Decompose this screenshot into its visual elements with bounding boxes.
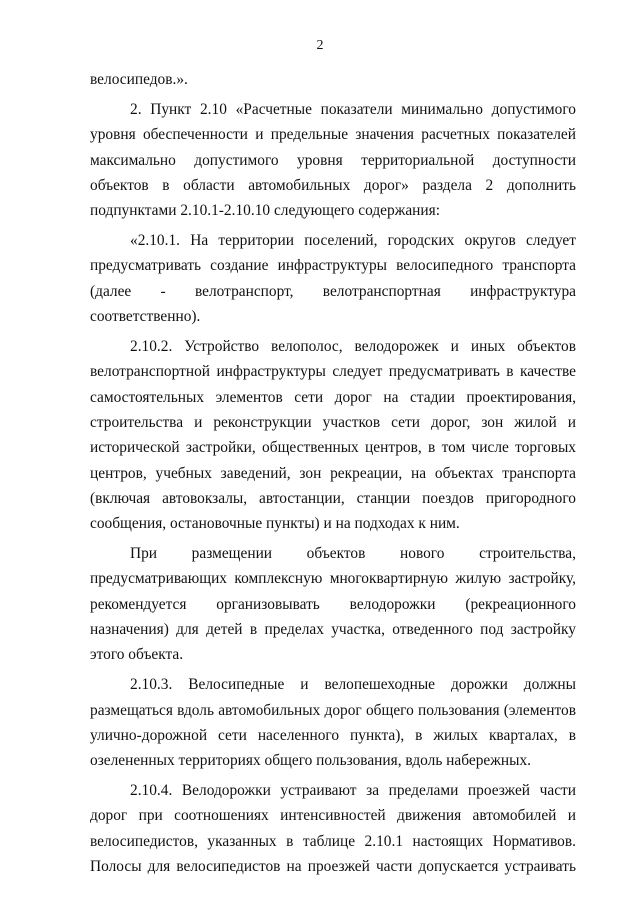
document-body bbox=[90, 67, 576, 879]
paragraph-2-10-4: 2.10.4. Велодорожки устраивают за пределами проезжей части дорог при соотношениях интенсивностей движения автомобилей и велосипедистов, указанных в таблице 2.10.1 настоящих Нормативов. Полосы для велосипедистов на проезжей части допускается устраивать bbox=[90, 782, 576, 876]
page-number: 2 bbox=[316, 38, 324, 53]
paragraph-continuation: велосипедов.». bbox=[90, 71, 188, 88]
paragraph-2-10-3: 2.10.3. Велосипедные и велопешеходные дорожки должны размещаться вдоль автомобильных дорог общего пользования (элементов улично-дорожной сети населенного пункта), в жилых кварталах, в озелененных территориях общего пользования, вдоль набережных. bbox=[90, 676, 576, 770]
paragraph-new-construction: При размещении объектов нового строительства, предусматривающих комплексную многоквартирную жилую застройку, рекомендуется организовывать велодорожки (рекреационного назначения) для детей в пределах участка, отведенного под застройку этого объекта. bbox=[90, 545, 576, 664]
paragraph-item-2: 2. Пункт 2.10 «Расчетные показатели минимально допустимого уровня обеспеченности и предельные значения расчетных показателей максимально допустимого уровня территориальной доступности объектов в области автомобильных дорог» раздела 2 дополнить подпунктами 2.10.1-2.10.10 следующего содержания: bbox=[90, 100, 576, 220]
paragraph-2-10-1: «2.10.1. На территории поселений, городских округов следует предусматривать создание инфраструктуры велосипедного транспорта (далее - велотранспорт, велотранспортная инфраструктура соответственно). bbox=[90, 232, 576, 326]
paragraph-2-10-2: 2.10.2. Устройство велополос, велодорожек и иных объектов велотранспортной инфраструктуры следует предусматривать в качестве самостоятельных элементов сети дорог на стадии проектирования, строительства и реконструкции участков сети дорог, зон жилой и исторической застройки, общественных центров, в том числе торговых центров, учебных заведений, зон рекреации, на объектах транспорта (включая автовокзалы, автостанции, станции поездов пригородного сообщения, остановочные пункты) и на подходах к ним. bbox=[90, 338, 576, 533]
